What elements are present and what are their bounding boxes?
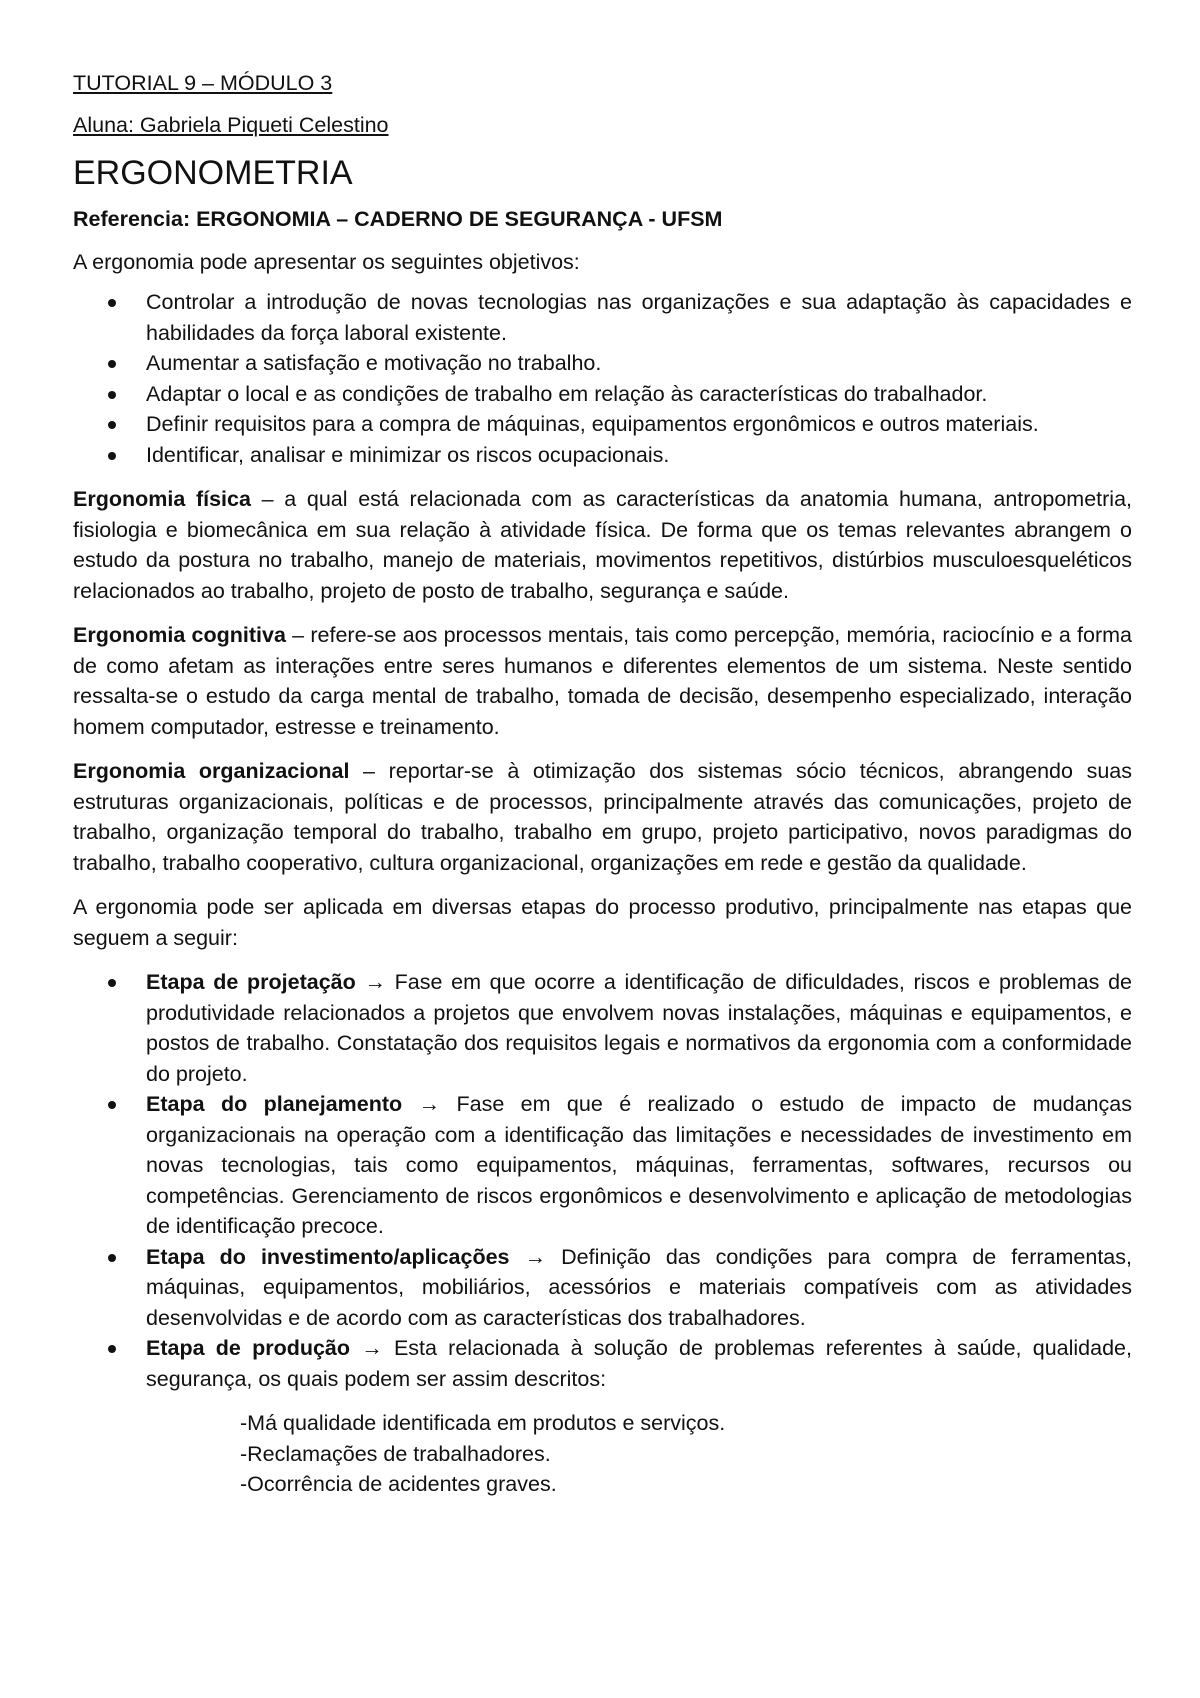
arrow-right-icon: → bbox=[364, 970, 386, 994]
producao-problem-item: -Reclamações de trabalhadores. bbox=[240, 1441, 551, 1466]
etapa-text: Fase em que ocorre a identificação de dificuldades, riscos e problemas de produtividade relacionados a projetos que envolvem novas instalações, máquinas e equipamentos, e postos de trabalho. Constatação dos requisitos legais e normativos da ergonomia com a conformidade do projeto. bbox=[146, 970, 1132, 1086]
etapas-list bbox=[73, 967, 1132, 1394]
producao-problem-item: -Má qualidade identificada em produtos e serviços. bbox=[240, 1411, 726, 1435]
etapa-term: Etapa do planejamento bbox=[146, 1092, 403, 1116]
page-title: ERGONOMETRIA bbox=[73, 154, 353, 192]
etapa-item bbox=[73, 1333, 1132, 1394]
objective-item: Aumentar a satisfação e motivação no trabalho. bbox=[73, 348, 1132, 379]
producao-problems-list bbox=[73, 1408, 1132, 1500]
etapa-item bbox=[73, 1089, 1132, 1242]
etapa-text: Definição das condições para compra de ferramentas, máquinas, equipamentos, mobiliários, acessórios e materiais compatíveis com as atividades desenvolvidas e de acordo com as características dos trabalhadores. bbox=[146, 1244, 1132, 1330]
arrow-right-icon: → bbox=[418, 1092, 441, 1116]
ergonomia-cognitiva-paragraph bbox=[73, 620, 1132, 742]
etapa-term: Etapa de produção bbox=[146, 1336, 351, 1360]
etapa-term: Etapa do investimento/aplicações bbox=[146, 1244, 510, 1269]
objective-item: Definir requisitos para a compra de máquinas, equipamentos ergonômicos e outros materiais. bbox=[73, 409, 1132, 440]
ergonomia-fisica-text: – a qual está relacionada com as características da anatomia humana, antropometria, fisiologia e biomecânica em sua relação à atividade física. De forma que os temas relevantes abrangem o estudo da postura no trabalho, manejo de materiais, movimentos repetitivos, distúrbios musculoesqueléticos relacionados ao trabalho, projeto de posto de trabalho, segurança e saúde. bbox=[73, 487, 1132, 603]
etapas-intro: A ergonomia pode ser aplicada em diversas etapas do processo produtivo, principalmente nas etapas que seguem a seguir: bbox=[73, 895, 1132, 950]
arrow-right-icon: → bbox=[361, 1336, 383, 1360]
reference-line: Referencia: ERGONOMIA – CADERNO DE SEGURANÇA - UFSM bbox=[73, 207, 723, 231]
ergonomia-fisica-term: Ergonomia física bbox=[73, 487, 251, 511]
objective-item: Controlar a introdução de novas tecnologias nas organizações e sua adaptação às capacidades e habilidades da força laboral existente. bbox=[73, 287, 1132, 348]
ergonomia-organizacional-term: Ergonomia organizacional bbox=[73, 759, 350, 783]
producao-problem-item: -Ocorrência de acidentes graves. bbox=[240, 1472, 557, 1496]
objectives-list bbox=[73, 287, 1132, 470]
ergonomia-cognitiva-term: Ergonomia cognitiva bbox=[73, 623, 286, 647]
arrow-right-icon: → bbox=[524, 1244, 547, 1269]
etapa-text: Esta relacionada à solução de problemas referentes à saúde, qualidade, segurança, os quais podem ser assim descritos: bbox=[146, 1336, 1132, 1391]
tutorial-heading: TUTORIAL 9 – MÓDULO 3 bbox=[73, 71, 333, 95]
objectives-intro: A ergonomia pode apresentar os seguintes objetivos: bbox=[73, 249, 580, 274]
objective-item: Adaptar o local e as condições de trabalho em relação às características do trabalhador. bbox=[73, 379, 1132, 410]
etapa-term: Etapa de projetação bbox=[146, 970, 356, 994]
ergonomia-fisica-paragraph bbox=[73, 484, 1132, 606]
etapa-item bbox=[73, 967, 1132, 1089]
objective-item: Identificar, analisar e minimizar os riscos ocupacionais. bbox=[73, 440, 1132, 471]
ergonomia-cognitiva-text: – refere-se aos processos mentais, tais como percepção, memória, raciocínio e a forma de como afetam as interações entre seres humanos e diferentes elementos de um sistema. Neste sentido ressalta-se o estudo da carga mental de trabalho, tomada de decisão, desempenho especializado, interação homem computador, estresse e treinamento. bbox=[73, 623, 1132, 739]
etapa-item bbox=[73, 1242, 1132, 1334]
ergonomia-organizacional-text: – reportar-se à otimização dos sistemas sócio técnicos, abrangendo suas estruturas organizacionais, políticas e de processos, principalmente através das comunicações, projeto de trabalho, organização temporal do trabalho, trabalho em grupo, projeto participativo, novos paradigmas do trabalho, trabalho cooperativo, cultura organizacional, organizações em rede e gestão da qualidade. bbox=[73, 759, 1132, 875]
ergonomia-organizacional-paragraph bbox=[73, 756, 1132, 878]
etapa-text: Fase em que é realizado o estudo de impacto de mudanças organizacionais na operação com a identificação das limitações e necessidades de investimento em novas tecnologias, tais como equipamentos, máquinas, ferramentas, softwares, recursos ou competências. Gerenciamento de riscos ergonômicos e desenvolvimento e aplicação de metodologias de identificação precoce. bbox=[146, 1092, 1132, 1238]
student-name: Aluna: Gabriela Piqueti Celestino bbox=[73, 113, 389, 137]
